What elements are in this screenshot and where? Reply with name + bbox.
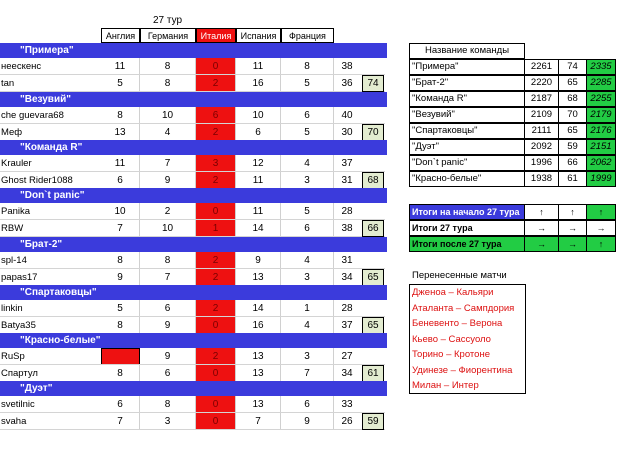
player-total: 37: [341, 158, 353, 169]
ranking-points-after: 2255: [586, 91, 616, 107]
player-score-cell[interactable]: 0: [196, 203, 236, 220]
team-score: 65: [362, 269, 384, 286]
column-header: Англия: [101, 28, 140, 43]
player-name: svaha: [1, 416, 27, 427]
player-score-cell[interactable]: 13: [236, 269, 281, 286]
tour-title: 27 тур: [152, 15, 183, 26]
player-score-cell[interactable]: 2: [196, 75, 236, 92]
postponed-match: Милан – Интер: [412, 380, 479, 391]
ranking-row: [409, 139, 616, 155]
player-score-cell[interactable]: 6: [281, 107, 334, 124]
player-score-cell[interactable]: 2: [196, 124, 236, 141]
player-score-cell[interactable]: 1: [281, 300, 334, 317]
ranking-points-before: 2220: [524, 75, 559, 91]
player-score-cell[interactable]: 2: [196, 348, 236, 365]
player-score-cell[interactable]: 5: [281, 75, 334, 92]
team-band: [0, 237, 387, 252]
team-band: [0, 285, 387, 300]
player-score-cell[interactable]: 11: [236, 172, 281, 189]
column-header: Германия: [140, 28, 196, 43]
team-band-label: "Дуэт": [20, 383, 53, 394]
player-score-cell[interactable]: 16: [236, 75, 281, 92]
player-score-cell[interactable]: 11: [101, 58, 140, 75]
player-score-cell[interactable]: 0: [196, 317, 236, 334]
player-total: 31: [341, 175, 353, 186]
player-score-cell[interactable]: 12: [236, 155, 281, 172]
ranking-team: "Примера": [409, 59, 525, 75]
player-score-cell[interactable]: 7: [140, 269, 196, 286]
ranking-points-before: 2187: [524, 91, 559, 107]
ranking-points-before: 2261: [524, 59, 559, 75]
player-name: Krauler: [1, 158, 32, 169]
player-score-cell[interactable]: 3: [196, 155, 236, 172]
player-score-cell[interactable]: 13: [101, 124, 140, 141]
ranking-row: [409, 59, 616, 75]
player-score-cell[interactable]: [101, 348, 140, 365]
team-band-label: "Команда R": [20, 142, 83, 153]
team-score: 74: [362, 75, 384, 92]
summary-arrow: ↑: [586, 236, 616, 252]
row-divider: [0, 429, 385, 430]
postponed-title: Перенесенные матчи: [412, 270, 507, 281]
player-score-cell[interactable]: 8: [140, 252, 196, 269]
player-score-cell[interactable]: 10: [140, 107, 196, 124]
player-total: 38: [341, 61, 353, 72]
player-score-cell[interactable]: 9: [140, 317, 196, 334]
ranking-points-tour: 70: [558, 107, 587, 123]
ranking-points-tour: 66: [558, 155, 587, 171]
player-score-cell[interactable]: 4: [281, 155, 334, 172]
player-total: 26: [341, 416, 353, 427]
player-score-cell[interactable]: 13: [236, 396, 281, 413]
player-score-cell[interactable]: 9: [236, 252, 281, 269]
player-score-cell[interactable]: 0: [196, 58, 236, 75]
player-score-cell[interactable]: 2: [196, 172, 236, 189]
summary-arrow: →: [558, 236, 587, 252]
ranking-points-after: 1999: [586, 171, 616, 187]
ranking-row: [409, 75, 616, 91]
player-score-cell[interactable]: 8: [101, 365, 140, 382]
player-name: неескенс: [1, 61, 42, 72]
ranking-points-after: 2179: [586, 107, 616, 123]
player-name: RuSp: [1, 351, 25, 362]
player-name: RBW: [1, 223, 24, 234]
ranking-points-after: 2285: [586, 75, 616, 91]
player-name: che guevara68: [1, 110, 64, 121]
ranking-points-tour: 65: [558, 75, 587, 91]
summary-row: [409, 236, 616, 252]
ranking-row: [409, 155, 616, 171]
postponed-match: Аталанта – Сампдория: [412, 302, 515, 314]
player-total: 31: [341, 255, 353, 266]
player-score-cell[interactable]: 8: [101, 252, 140, 269]
team-band: [0, 140, 387, 155]
player-total: 40: [341, 110, 353, 121]
player-score-cell[interactable]: 8: [140, 58, 196, 75]
player-score-cell[interactable]: 5: [281, 203, 334, 220]
player-score-cell[interactable]: 5: [101, 300, 140, 317]
summary-label: Итоги после 27 тура: [409, 236, 525, 252]
player-score-cell[interactable]: 7: [101, 413, 140, 430]
summary-label: Итоги на начало 27 тура: [409, 204, 525, 220]
player-score-cell[interactable]: 3: [281, 269, 334, 286]
team-score: 65: [362, 317, 384, 334]
player-name: Batya35: [1, 320, 36, 331]
player-score-cell[interactable]: 0: [196, 413, 236, 430]
summary-arrow: →: [524, 220, 559, 236]
player-score-cell[interactable]: 2: [196, 252, 236, 269]
player-total: 28: [341, 303, 353, 314]
ranking-header: Название команды: [409, 43, 525, 59]
team-band-label: "Везувий": [20, 94, 71, 105]
player-name: Спартул: [1, 368, 38, 379]
team-band-label: "Брат-2": [20, 239, 63, 250]
player-total: 30: [341, 127, 353, 138]
ranking-row: [409, 171, 616, 187]
ranking-points-before: 2109: [524, 107, 559, 123]
player-score-cell[interactable]: 3: [281, 172, 334, 189]
team-score: 59: [362, 413, 384, 430]
player-score-cell[interactable]: 0: [196, 396, 236, 413]
player-total: 34: [341, 272, 353, 283]
player-name: svetilnic: [1, 399, 35, 410]
player-score-cell[interactable]: 9: [281, 413, 334, 430]
player-score-cell[interactable]: 4: [281, 317, 334, 334]
player-score-cell[interactable]: 8: [140, 396, 196, 413]
team-band: [0, 43, 387, 58]
player-score-cell[interactable]: 3: [281, 348, 334, 365]
player-score-cell[interactable]: 6: [236, 124, 281, 141]
player-score-cell[interactable]: 6: [101, 396, 140, 413]
ranking-points-before: 2111: [524, 123, 559, 139]
player-score-cell[interactable]: 6: [281, 220, 334, 237]
player-score-cell[interactable]: 11: [236, 58, 281, 75]
ranking-points-after: 2176: [586, 123, 616, 139]
player-score-cell[interactable]: 4: [281, 252, 334, 269]
ranking-row: [409, 123, 616, 139]
team-score: 66: [362, 220, 384, 237]
player-score-cell[interactable]: 4: [140, 124, 196, 141]
team-band-label: "Спартаковцы": [20, 287, 97, 298]
player-name: Меф: [1, 127, 23, 138]
team-band-label: "Примера": [20, 45, 74, 56]
ranking-team: "Везувий": [409, 107, 525, 123]
player-name: Ghost Rider1088: [1, 175, 73, 186]
player-name: Panika: [1, 206, 31, 217]
player-score-cell[interactable]: 7: [281, 365, 334, 382]
ranking-points-after: 2151: [586, 139, 616, 155]
player-score-cell[interactable]: 7: [236, 413, 281, 430]
player-score-cell[interactable]: 8: [281, 58, 334, 75]
player-score-cell[interactable]: 16: [236, 317, 281, 334]
player-score-cell[interactable]: 13: [236, 348, 281, 365]
team-band-label: "Красно-белые": [20, 335, 101, 346]
ranking-points-after: 2335: [586, 59, 616, 75]
ranking-points-tour: 68: [558, 91, 587, 107]
team-band-label: "Don`t panic": [20, 190, 85, 201]
player-score-cell[interactable]: 3: [140, 413, 196, 430]
ranking-team: "Спартаковцы": [409, 123, 525, 139]
player-name: spl-14: [1, 255, 27, 266]
summary-arrow: ↑: [558, 204, 587, 220]
player-score-cell[interactable]: 5: [281, 124, 334, 141]
player-total: 36: [341, 78, 353, 89]
player-score-cell[interactable]: 8: [101, 317, 140, 334]
player-total: 28: [341, 206, 353, 217]
ranking-points-tour: 65: [558, 123, 587, 139]
ranking-row: [409, 91, 616, 107]
postponed-match: Беневенто – Верона: [412, 318, 503, 329]
player-score-cell[interactable]: 2: [196, 300, 236, 317]
ranking-points-tour: 74: [558, 59, 587, 75]
ranking-row: [409, 107, 616, 123]
player-score-cell[interactable]: 10: [236, 107, 281, 124]
ranking-points-tour: 59: [558, 139, 587, 155]
summary-arrow: ↑: [586, 204, 616, 220]
ranking-points-before: 2092: [524, 139, 559, 155]
column-header: Италия: [196, 28, 236, 43]
player-name: tan: [1, 78, 15, 89]
team-band: [0, 333, 387, 348]
player-score-cell[interactable]: 14: [236, 300, 281, 317]
player-score-cell[interactable]: 2: [140, 203, 196, 220]
player-score-cell[interactable]: 7: [140, 155, 196, 172]
player-score-cell[interactable]: 2: [196, 269, 236, 286]
player-score-cell[interactable]: 6: [281, 396, 334, 413]
ranking-points-before: 1996: [524, 155, 559, 171]
ranking-team: "Команда R": [409, 91, 525, 107]
summary-row: [409, 220, 616, 236]
player-total: 37: [341, 320, 353, 331]
team-band: [0, 381, 387, 396]
summary-arrow: →: [586, 220, 616, 236]
ranking-team: "Красно-белые": [409, 171, 525, 187]
player-score-cell[interactable]: 9: [140, 172, 196, 189]
player-score-cell[interactable]: 6: [140, 300, 196, 317]
player-score-cell[interactable]: 8: [140, 75, 196, 92]
ranking-points-before: 1938: [524, 171, 559, 187]
team-score: 61: [362, 365, 384, 382]
player-score-cell[interactable]: 9: [101, 269, 140, 286]
player-score-cell[interactable]: 0: [196, 365, 236, 382]
ranking-team: "Дуэт": [409, 139, 525, 155]
summary-label: Итоги 27 тура: [409, 220, 525, 236]
postponed-match: Дженоа – Кальяри: [412, 287, 494, 298]
team-band: [0, 92, 387, 107]
player-total: 27: [341, 351, 353, 362]
ranking-team: "Брат-2": [409, 75, 525, 91]
postponed-match: Удинезе – Фиорентина: [412, 364, 513, 376]
player-score-cell[interactable]: 11: [101, 155, 140, 172]
team-band: [0, 188, 387, 203]
player-total: 38: [341, 223, 353, 234]
ranking-points-after: 2062: [586, 155, 616, 171]
player-score-cell[interactable]: 14: [236, 220, 281, 237]
player-name: linkin: [1, 303, 23, 314]
player-score-cell[interactable]: 5: [101, 75, 140, 92]
player-score-cell[interactable]: 6: [196, 107, 236, 124]
team-score: 68: [362, 172, 384, 189]
column-header: Испания: [236, 28, 281, 43]
player-score-cell[interactable]: 13: [236, 365, 281, 382]
summary-arrow: ↑: [524, 204, 559, 220]
postponed-match: Торино – Кротоне: [412, 349, 490, 360]
player-score-cell[interactable]: 8: [101, 107, 140, 124]
player-score-cell[interactable]: 7: [101, 220, 140, 237]
player-score-cell[interactable]: 10: [101, 203, 140, 220]
summary-arrow: →: [558, 220, 587, 236]
player-score-cell[interactable]: 1: [196, 220, 236, 237]
summary-arrow: →: [524, 236, 559, 252]
team-score: 70: [362, 124, 384, 141]
player-score-cell[interactable]: 9: [140, 348, 196, 365]
player-total: 34: [341, 368, 353, 379]
player-score-cell[interactable]: 11: [236, 203, 281, 220]
player-total: 33: [341, 399, 353, 410]
player-score-cell[interactable]: 10: [140, 220, 196, 237]
player-score-cell[interactable]: 6: [140, 365, 196, 382]
player-score-cell[interactable]: 6: [101, 172, 140, 189]
postponed-match: Кьево – Сассуоло: [412, 333, 491, 345]
summary-row: [409, 204, 616, 220]
column-header: Франция: [281, 28, 334, 43]
player-name: papas17: [1, 272, 38, 283]
ranking-points-tour: 61: [558, 171, 587, 187]
ranking-team: "Don`t panic": [409, 155, 525, 171]
